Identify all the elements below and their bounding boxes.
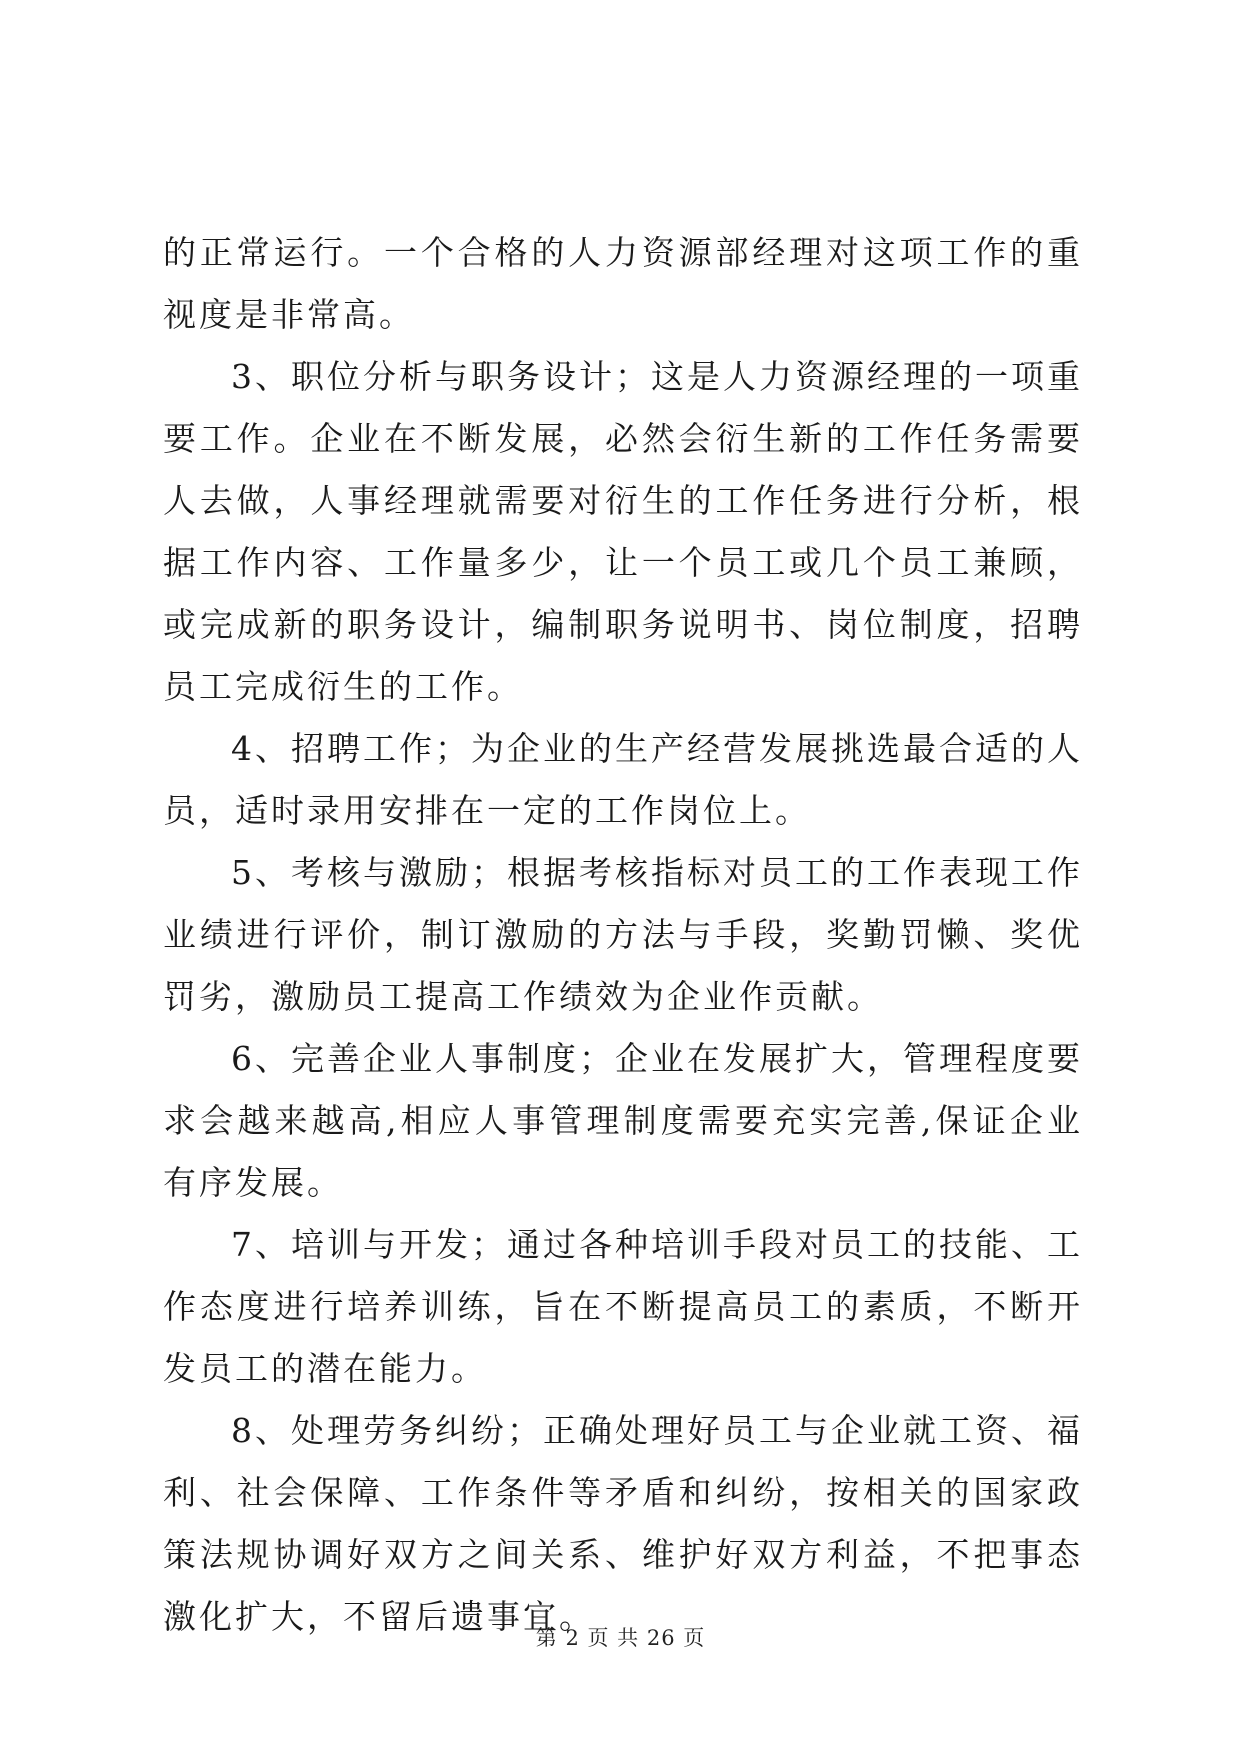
paragraph-item-8: 8、处理劳务纠纷；正确处理好员工与企业就工资、福利、社会保障、工作条件等矛盾和纠纷，按相关的国家政策法规协调好双方之间关系、维护好双方利益，不把事态激化扩大，不留后遗事宜。 bbox=[163, 1411, 1083, 1636]
paragraph-item-4: 4、招聘工作；为企业的生产经营发展挑选最合适的人员，适时录用安排在一定的工作岗位上。 bbox=[163, 729, 1083, 830]
page-number-footer: 第 2 页 共 26 页 bbox=[535, 1626, 706, 1650]
paragraph-item-5: 5、考核与激励；根据考核指标对员工的工作表现工作业绩进行评价，制订激励的方法与手段，奖勤罚懒、奖优罚劣，激励员工提高工作绩效为企业作贡献。 bbox=[163, 853, 1083, 1016]
paragraph-item-6: 6、完善企业人事制度；企业在发展扩大，管理程度要求会越来越高,相应人事管理制度需要充实完善,保证企业有序发展。 bbox=[163, 1039, 1083, 1202]
paragraph-item-7: 7、培训与开发；通过各种培训手段对员工的技能、工作态度进行培养训练，旨在不断提高员工的素质，不断开发员工的潜在能力。 bbox=[163, 1225, 1083, 1388]
paragraph-continuation: 的正常运行。一个合格的人力资源部经理对这项工作的重视度是非常高。 bbox=[163, 233, 1083, 334]
paragraph-item-3: 3、职位分析与职务设计；这是人力资源经理的一项重要工作。企业在不断发展，必然会衍生新的工作任务需要人去做，人事经理就需要对衍生的工作任务进行分析，根据工作内容、工作量多少，让一个员工或几个员工兼顾，或完成新的职务设计，编制职务说明书、岗位制度，招聘员工完成衍生的工作。 bbox=[163, 357, 1083, 706]
document-body bbox=[163, 222, 1083, 1648]
